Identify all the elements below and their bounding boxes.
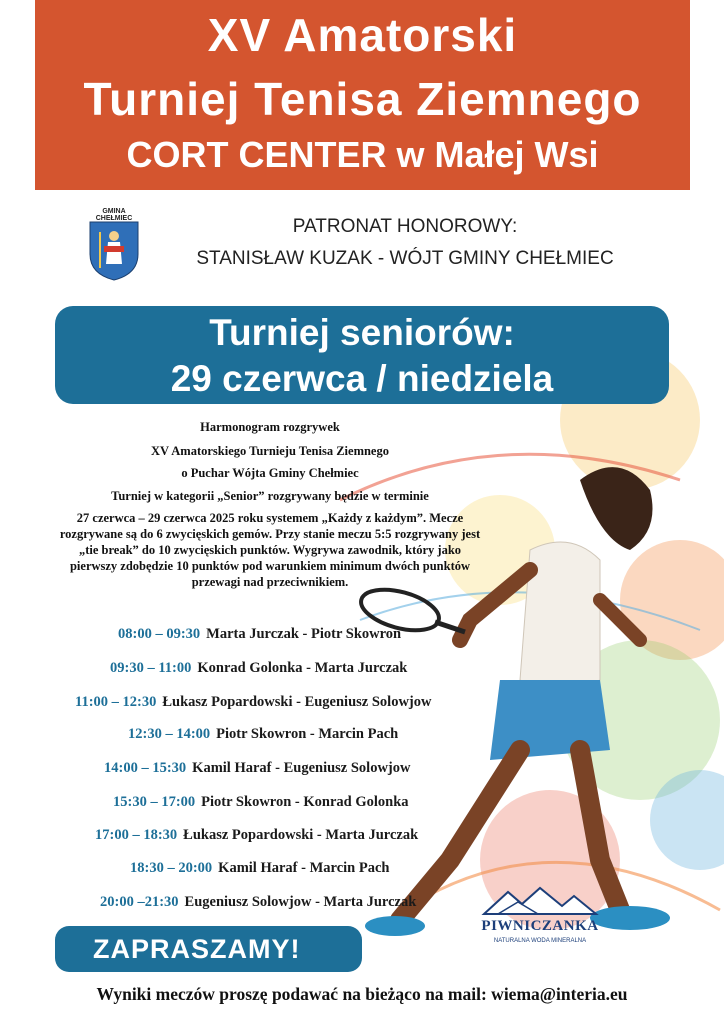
match-row (75, 694, 431, 711)
match-row (104, 760, 410, 777)
match-players: Eugeniusz Solowjow - Marta Jurczak (184, 894, 417, 910)
category-note: Turniej w kategorii „Senior” rozgrywany będzie w terminie (111, 489, 429, 503)
match-time: 17:00 – 18:30 (95, 827, 178, 843)
match-players: Piotr Skowron - Konrad Golonka (201, 794, 409, 810)
title-line-2: Turniej Tenisa Ziemnego (83, 73, 642, 125)
banner-line-1: Turniej seniorów: (209, 312, 515, 353)
piwniczanka-logo (478, 884, 602, 954)
match-players: Konrad Golonka - Marta Jurczak (197, 660, 408, 676)
patronage-name: STANISŁAW KUZAK - WÓJT GMINY CHEŁMIEC (196, 248, 614, 269)
title-banner (35, 0, 690, 190)
match-time: 08:00 – 09:30 (118, 626, 201, 642)
match-time: 15:30 – 17:00 (113, 794, 196, 810)
svg-text:NATURALNA WODA MINERALNA: NATURALNA WODA MINERALNA (493, 938, 587, 944)
match-players: Kamil Haraf - Marcin Pach (218, 860, 390, 876)
title-line-3: CORT CENTER w Małej Wsi (126, 134, 599, 175)
match-time: 18:30 – 20:00 (130, 860, 213, 876)
results-contact-note: Wyniki meczów proszę podawać na bieżąco na mail: wiema@interia.eu (96, 984, 628, 1004)
rules-paragraph: 27 czerwca – 29 czerwca 2025 roku systemem „Każdy z każdym”. Mecze rozgrywane są do 6 zwycięskich gemów. Przy stanie meczu 5:5 rozgrywany jest „tie break” do 10 zwycięskich punktów. Wygrywa zawodnik, który jako pierwszy zdobędzie 10 punktów pod warunkiem minimum dwóch punktów przewagi nad przeciwnikiem. (59, 511, 481, 589)
match-players: Łukasz Popardowski - Eugeniusz Solowjow (162, 694, 432, 710)
match-time: 11:00 – 12:30 (75, 694, 157, 710)
senior-tournament-banner (55, 306, 669, 404)
match-row (110, 660, 407, 677)
patronage-title: PATRONAT HONOROWY: (292, 216, 518, 237)
match-row (100, 894, 416, 911)
match-row (95, 827, 418, 844)
title-line-1: XV Amatorski (207, 9, 518, 61)
match-players: Piotr Skowron - Marcin Pach (216, 726, 399, 742)
match-row (118, 626, 401, 643)
tournament-name: XV Amatorskiego Turnieju Tenisa Ziemnego (150, 444, 389, 458)
crest-label: GMINA CHEŁMIEC (95, 208, 133, 222)
banner-line-2: 29 czerwca / niedziela (170, 358, 554, 399)
schedule-heading: Harmonogram rozgrywek (200, 420, 340, 434)
match-players: Kamil Haraf - Eugeniusz Solowjow (192, 760, 411, 776)
match-row (113, 794, 409, 811)
municipality-crest-icon (84, 208, 144, 282)
trophy-name: o Puchar Wójta Gminy Chełmiec (181, 466, 359, 480)
match-time: 20:00 –21:30 (100, 894, 179, 910)
match-row (128, 726, 398, 743)
match-players: Marta Jurczak - Piotr Skowron (206, 626, 402, 642)
match-time: 09:30 – 11:00 (110, 660, 192, 676)
invitation-text: ZAPRASZAMY! (93, 934, 301, 964)
match-row (130, 860, 389, 877)
svg-text:PIWNICZANKA: PIWNICZANKA (481, 918, 599, 934)
match-time: 14:00 – 15:30 (104, 760, 187, 776)
match-time: 12:30 – 14:00 (128, 726, 211, 742)
match-players: Łukasz Popardowski - Marta Jurczak (183, 827, 419, 843)
invitation-banner (55, 926, 362, 972)
